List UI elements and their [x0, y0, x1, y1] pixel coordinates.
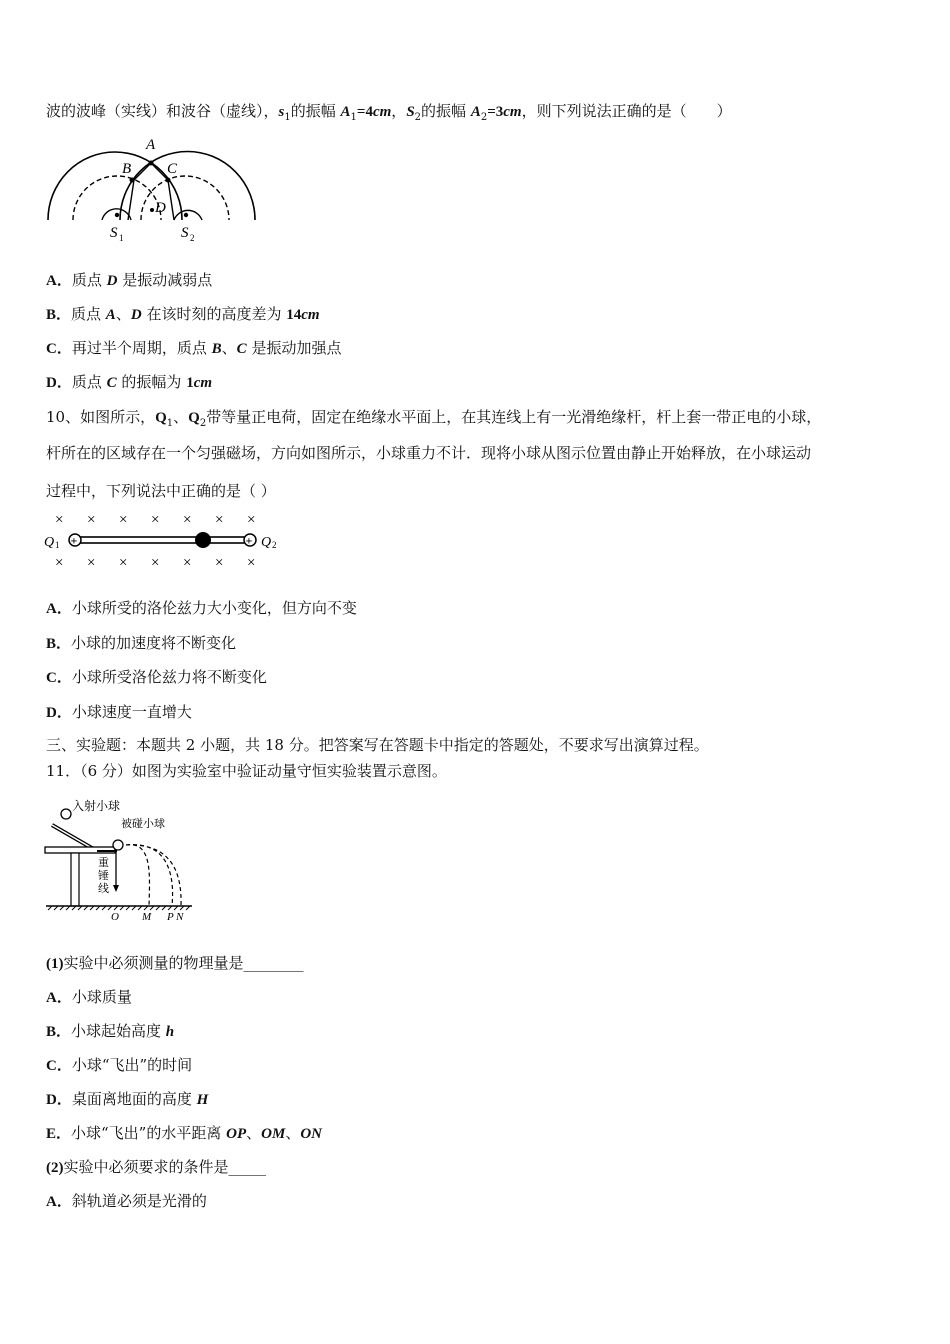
text-segment: C．	[46, 1058, 72, 1074]
text-segment: =3	[487, 104, 504, 120]
option-b	[46, 1021, 174, 1042]
variable: cm	[193, 375, 213, 391]
option-c	[46, 667, 267, 688]
text-segment: 2	[414, 112, 422, 123]
text-segment: 质点	[71, 373, 107, 391]
text-segment: 1	[284, 112, 291, 123]
option-e	[46, 1123, 322, 1144]
option-a	[46, 270, 212, 291]
text-segment: D．	[46, 375, 72, 391]
text-segment: C．	[46, 670, 72, 686]
label-plumb-2: 锤	[98, 870, 109, 882]
text-segment: 质点	[71, 271, 107, 289]
label-A: A	[146, 137, 156, 153]
label-S2: S	[181, 225, 189, 241]
text-segment: A．	[46, 273, 72, 289]
text-segment: 质点	[71, 305, 106, 323]
option-d	[46, 1089, 208, 1110]
text-segment: B．	[46, 1024, 72, 1040]
label-S2-sub: 2	[190, 233, 195, 243]
section-heading	[46, 735, 709, 755]
text-segment: 是振动减弱点	[117, 271, 213, 289]
text-segment: 小球质量	[71, 988, 132, 1006]
field-into-page-cross: ×	[215, 512, 224, 528]
momentum-apparatus-figure	[42, 793, 202, 923]
label-M: M	[142, 911, 152, 923]
text-segment: 过程中，下列说法中正确的是（ ）	[46, 482, 276, 500]
text-segment: Q	[155, 410, 167, 426]
label-C: C	[167, 161, 178, 177]
text-segment: (2)	[46, 1160, 64, 1176]
text-segment: B．	[46, 636, 72, 652]
text-segment: 2	[199, 418, 207, 429]
label-Q1-sub: 1	[55, 540, 60, 550]
text-segment: 小球速度一直增大	[71, 703, 192, 721]
text-segment: 杆所在的区域存在一个匀强磁场，方向如图所示，小球重力不计．现将小球从图示位置由静止开始释放，在小球运动	[46, 444, 812, 462]
text-segment: 再过半个周期，质点	[71, 339, 212, 357]
text-segment: 小球所受的洛伦兹力大小变化，但方向不变	[71, 599, 357, 617]
label-B: B	[122, 161, 132, 177]
plus-sign: +	[245, 533, 253, 548]
field-into-page-cross: ×	[247, 512, 256, 528]
option-c	[46, 338, 341, 359]
text-segment: 三、实验题：本题共 2 小题，共 18 分。把答案写在答题卡中指定的答题处，不要求写出演算过程。	[46, 736, 709, 754]
question-11-stem	[46, 761, 447, 781]
text-segment: A．	[46, 1194, 72, 1210]
text-segment: 实验中必须测量的物理量是________	[63, 954, 304, 972]
label-Q1: Q	[44, 535, 55, 550]
label-target-ball: 被碰小球	[121, 818, 165, 830]
variable: cm	[301, 307, 320, 323]
text-segment: 桌面离地面的高度	[71, 1090, 197, 1108]
text-segment: 小球“飞出”的时间	[71, 1056, 193, 1074]
label-Q2-sub: 2	[272, 540, 277, 550]
variable: H	[196, 1092, 209, 1108]
label-S1: S	[110, 225, 118, 241]
question-10-stem-line	[46, 481, 276, 501]
field-into-page-cross: ×	[55, 555, 64, 571]
field-into-page-cross: ×	[55, 512, 64, 528]
text-segment: 2	[480, 112, 488, 123]
label-plumb-1: 重	[98, 857, 109, 869]
variable: h	[165, 1024, 175, 1040]
variable: OP	[226, 1126, 247, 1142]
text-segment: 10、如图所示，	[46, 408, 156, 426]
text-segment: D．	[46, 1092, 72, 1108]
question-10-stem-line	[46, 407, 821, 434]
option-a	[46, 987, 132, 1008]
variable: ON	[300, 1126, 322, 1142]
text-segment: 波的波峰（实线）和波谷（虚线），	[46, 102, 279, 120]
plus-sign: +	[70, 533, 78, 548]
field-into-page-cross: ×	[87, 512, 96, 528]
text-segment: Q	[188, 410, 200, 426]
variable: OM	[261, 1126, 286, 1142]
option-b	[46, 304, 320, 325]
variable: S	[406, 104, 415, 120]
variable: cm	[372, 104, 392, 120]
label-S1-sub: 1	[119, 233, 124, 243]
text-segment: 带等量正电荷，固定在绝缘水平面上，在其连线上有一光滑绝缘杆，杆上套一带正电的小球，	[206, 408, 822, 426]
text-segment: 1	[166, 418, 174, 429]
field-into-page-cross: ×	[215, 555, 224, 571]
label-Q2: Q	[261, 535, 272, 550]
variable: D	[130, 307, 142, 323]
text-segment: 的振幅	[290, 102, 341, 120]
text-segment: 、	[221, 339, 237, 357]
field-into-page-cross: ×	[151, 555, 160, 571]
field-into-page-cross: ×	[87, 555, 96, 571]
text-segment: 的振幅为	[116, 373, 187, 391]
wave-interference-figure	[44, 135, 264, 245]
text-segment: 、	[115, 305, 131, 323]
option-c	[46, 1055, 192, 1076]
text-segment: B．	[46, 307, 72, 323]
text-segment: 的振幅	[421, 102, 471, 120]
text-segment: A．	[46, 601, 72, 617]
text-segment: 14	[286, 307, 302, 323]
variable: cm	[503, 104, 522, 120]
variable: D	[106, 273, 118, 289]
field-into-page-cross: ×	[183, 555, 192, 571]
variable: A	[340, 104, 351, 120]
text-segment: 小球起始高度	[71, 1022, 166, 1040]
text-segment: 小球“飞出”的水平距离	[71, 1124, 227, 1142]
text-segment: C．	[46, 341, 72, 357]
text-segment: 、	[173, 408, 189, 426]
variable: s	[278, 104, 285, 120]
label-plumb-3: 线	[98, 883, 109, 895]
label-D: D	[155, 200, 166, 216]
text-segment: =4	[356, 104, 373, 120]
variable: C	[236, 341, 247, 357]
field-into-page-cross: ×	[247, 555, 256, 571]
option-d	[46, 372, 212, 393]
option-d	[46, 702, 192, 723]
text-segment: 斜轨道必须是光滑的	[71, 1192, 207, 1210]
charged-ball	[195, 532, 211, 548]
variable: A	[470, 104, 481, 120]
text-segment: 实验中必须要求的条件是_____	[63, 1158, 267, 1176]
label-N: N	[176, 911, 184, 923]
sub-question-1	[46, 953, 304, 974]
text-segment: 小球的加速度将不断变化	[71, 634, 237, 652]
field-into-page-cross: ×	[119, 555, 128, 571]
text-segment: 1	[186, 375, 194, 391]
label-incident-ball: 入射小球	[72, 799, 121, 813]
text-segment: 11．（6 分）如图为实验室中验证动量守恒实验装置示意图。	[46, 762, 447, 780]
text-segment: D．	[46, 705, 72, 721]
question-9-stem	[46, 101, 732, 128]
text-segment: 是振动加强点	[246, 339, 342, 357]
text-segment: 1	[350, 112, 357, 123]
option-a	[46, 1191, 207, 1212]
question-10-stem-line	[46, 443, 811, 463]
field-into-page-cross: ×	[183, 512, 192, 528]
text-segment: A．	[46, 990, 72, 1006]
magnetic-field-rod-figure	[42, 508, 292, 573]
text-segment: 、	[285, 1124, 301, 1142]
label-P: P	[167, 911, 174, 923]
field-into-page-cross: ×	[151, 512, 160, 528]
text-segment: 小球所受洛伦兹力将不断变化	[71, 668, 267, 686]
label-O: O	[111, 911, 119, 923]
variable: A	[105, 307, 116, 323]
field-into-page-cross: ×	[119, 512, 128, 528]
text-segment: 、	[246, 1124, 262, 1142]
sub-question-2	[46, 1157, 266, 1178]
variable: B	[211, 341, 222, 357]
text-segment: 在该时刻的高度差为	[141, 305, 287, 323]
option-a	[46, 598, 357, 619]
text-segment: (1)	[46, 956, 64, 972]
text-segment: E．	[46, 1126, 72, 1142]
text-segment: ，则下列说法正确的是（ ）	[521, 102, 732, 120]
variable: C	[106, 375, 117, 391]
text-segment: ，	[391, 102, 407, 120]
option-b	[46, 633, 236, 654]
